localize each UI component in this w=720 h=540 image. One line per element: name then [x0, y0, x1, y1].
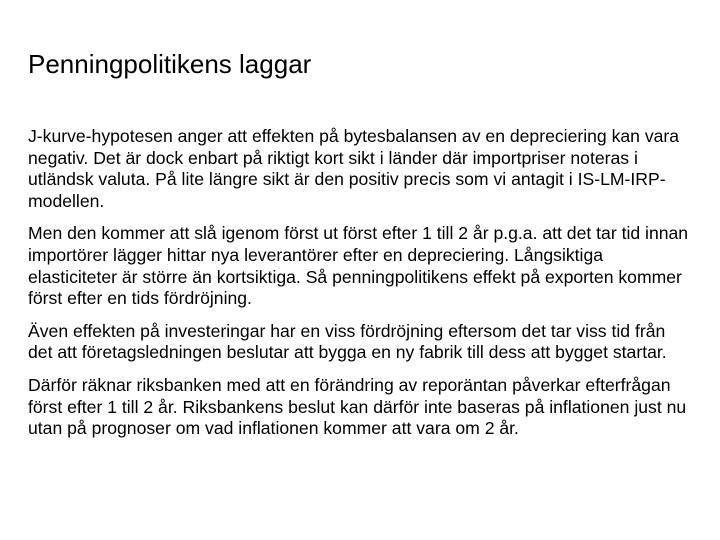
slide-title: Penningpolitikens laggar [28, 49, 312, 79]
paragraph-delay-exports: Men den kommer att slå igenom först ut först efter 1 till 2 år p.g.a. att det tar tid innan importörer lägger hittar nya leverantörer efter en depreciering. Långsiktiga elasticiteter är större än kortsiktiga. Så penningpolitikens effekt på exporten kommer först efter en tids fördröjning. [28, 223, 689, 309]
slide-body [28, 126, 693, 451]
paragraph-investment-delay: Även effekten på investeringar har en viss fördröjning eftersom det tar viss tid från det att företagsledningen beslutar att bygga en ny fabrik till dess att bygget startar. [28, 320, 667, 363]
paragraph-j-curve: J-kurve-hypotesen anger att effekten på bytesbalansen av en depreciering kan vara negativ. Det är dock enbart på riktigt kort sikt i länder där importpriser noteras i utländsk valuta. På lite längre sikt är den positiv precis som vi antagit i IS-LM-IRP-modellen. [28, 126, 680, 211]
paragraph-riksbank-forecast: Därför räknar riksbanken med att en förändring av reporäntan påverkar efterfrågan först efter 1 till 2 år. Riksbankens beslut kan därför inte baseras på inflationen just nu utan på prognoser om vad inflationen kommer att vara om 2 år. [28, 374, 687, 439]
